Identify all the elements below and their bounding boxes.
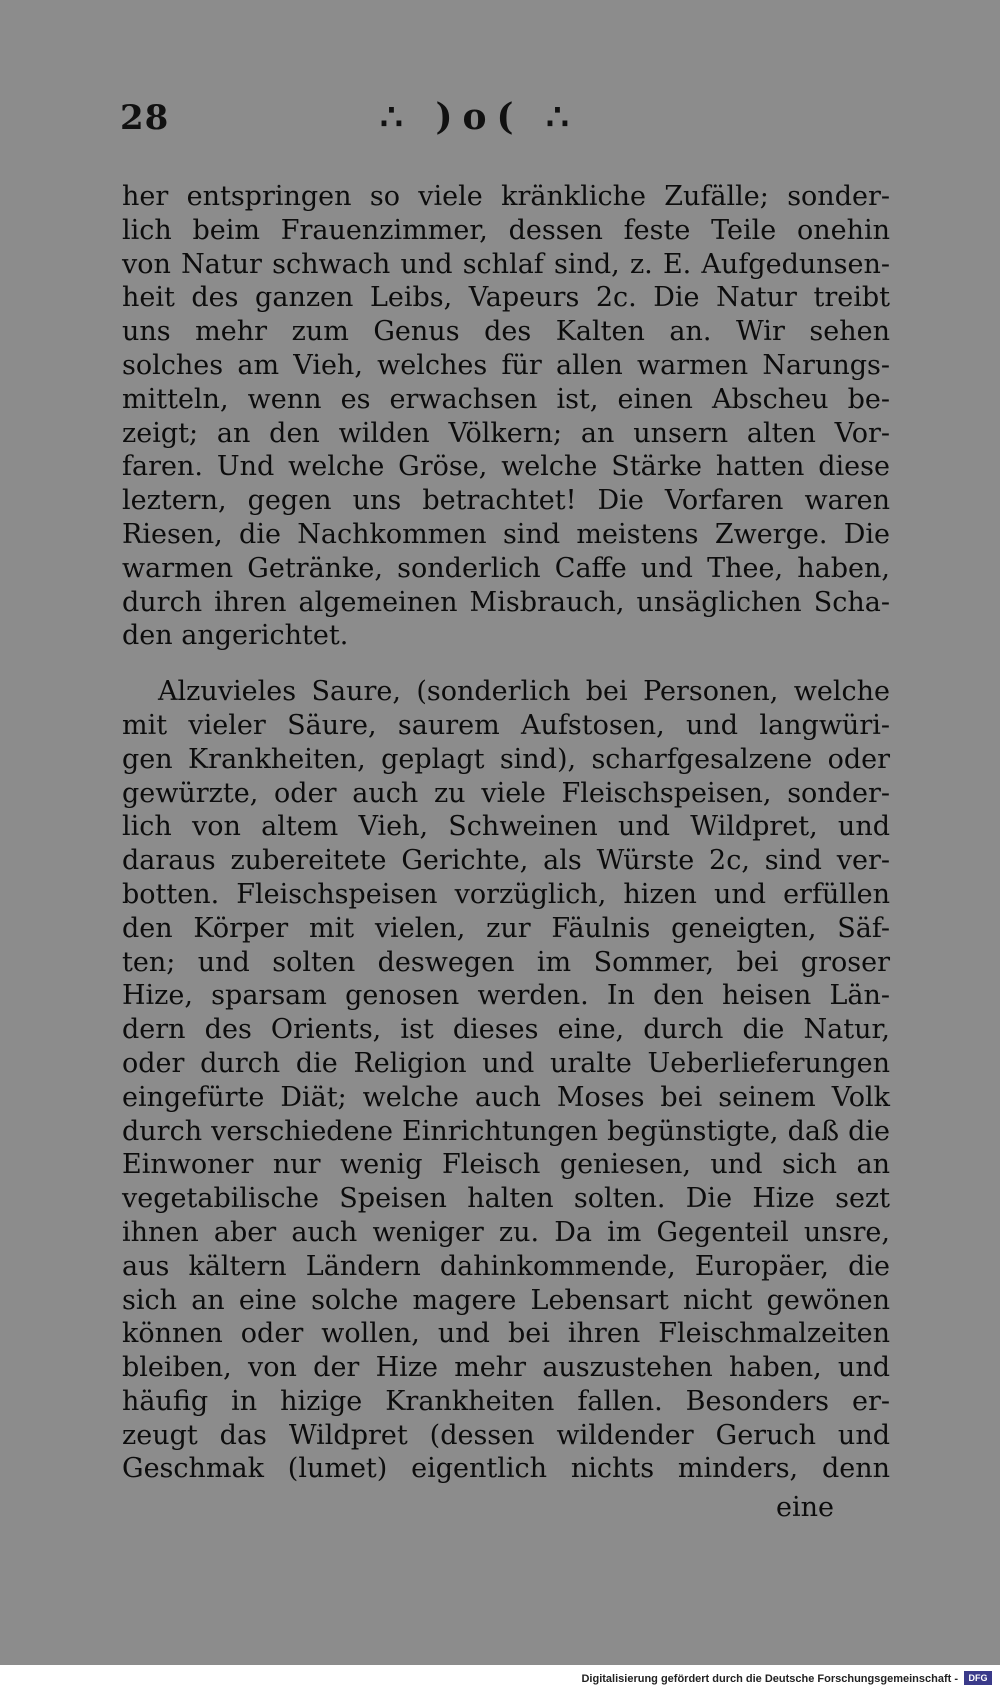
text-line: bleiben, von der Hize mehr auszustehen haben, und	[122, 1352, 890, 1384]
text-line: durch verschiedene Einrichtungen begünstigte, daß die	[122, 1115, 890, 1147]
text-line: dern des Orients, ist dieses eine, durch die Natur,	[122, 1014, 890, 1046]
paragraph-gap	[122, 653, 890, 675]
paragraph-2	[122, 675, 890, 1486]
text-line: den angerichtet.	[122, 620, 349, 652]
text-line: lich beim Frauenzimmer, dessen feste Teile onehin	[122, 214, 890, 246]
text-line: lich von altem Vieh, Schweinen und Wildpret, und	[122, 811, 890, 843]
text-line: uns mehr zum Genus des Kalten an. Wir sehen	[122, 316, 890, 348]
text-line: faren. Und welche Gröse, welche Stärke hatten diese	[122, 451, 890, 483]
text-line: botten. Fleischspeisen vorzüglich, hizen und erfüllen	[122, 878, 890, 910]
text-line: Hize, sparsam genosen werden. In den heisen Län-	[122, 980, 890, 1012]
text-line: Geschmak (lumet) eigentlich nichts minders, denn	[122, 1453, 890, 1485]
paragraph-1	[122, 180, 890, 653]
text-line: vegetabilische Speisen halten solten. Die Hize sezt	[122, 1183, 890, 1215]
text-line: ten; und solten deswegen im Sommer, bei groser	[122, 946, 890, 978]
text-line: solches am Vieh, welches für allen warmen Narungs-	[122, 349, 890, 381]
text-line: her entspringen so viele kränkliche Zufälle; sonder-	[122, 181, 890, 212]
header-ornament: ∴ )o( ∴	[380, 96, 579, 138]
catchword: eine	[776, 1492, 834, 1523]
text-line: daraus zubereitete Gerichte, als Würste 2c, sind ver-	[122, 845, 890, 877]
dfg-logo: DFG	[964, 1671, 992, 1685]
text-line: Alzuvieles Saure, (sonderlich bei Personen, welche	[158, 676, 890, 708]
text-line: von Natur schwach und schlaf sind, z. E. Aufgedunsen-	[122, 248, 890, 280]
text-line: häufig in hizige Krankheiten fallen. Besonders er-	[122, 1385, 890, 1417]
text-line: aus kältern Ländern dahinkommende, Europäer, die	[122, 1250, 890, 1282]
footer-credit: Digitalisierung gefördert durch die Deutsche Forschungsgemeinschaft -	[581, 1673, 958, 1685]
body-text	[122, 180, 890, 1486]
text-line: ihnen aber auch weniger zu. Da im Gegenteil unsre,	[122, 1216, 890, 1248]
text-line: gewürzte, oder auch zu viele Fleischspeisen, sonder-	[122, 777, 890, 809]
text-line: den Körper mit vielen, zur Fäulnis geneigten, Säf-	[122, 912, 890, 944]
text-line: Einwoner nur wenig Fleisch geniesen, und sich an	[122, 1149, 890, 1181]
text-line: durch ihren algemeinen Misbrauch, unsäglichen Scha-	[122, 586, 890, 618]
text-line: zeigt; an den wilden Völkern; an unsern alten Vor-	[122, 417, 890, 449]
text-line: leztern, gegen uns betrachtet! Die Vorfaren waren	[122, 485, 890, 517]
text-line: eingefürte Diät; welche auch Moses bei seinem Volk	[122, 1081, 890, 1113]
text-line: sich an eine solche magere Lebensart nicht gewönen	[122, 1284, 890, 1316]
text-line: heit des ganzen Leibs, Vapeurs 2c. Die Natur treibt	[122, 282, 890, 314]
text-line: Riesen, die Nachkommen sind meistens Zwerge. Die	[122, 518, 890, 550]
page-number: 28	[120, 98, 170, 138]
text-line: mitteln, wenn es erwachsen ist, einen Abscheu be-	[122, 383, 890, 415]
text-line: gen Krankheiten, geplagt sind), scharfgesalzene oder	[122, 743, 890, 775]
text-line: mit vieler Säure, saurem Aufstosen, und langwüri-	[122, 709, 890, 741]
text-line: zeugt das Wildpret (dessen wildender Geruch und	[122, 1419, 890, 1451]
text-line: oder durch die Religion und uralte Ueberlieferungen	[122, 1047, 890, 1079]
text-line: können oder wollen, und bei ihren Fleischmalzeiten	[122, 1318, 890, 1350]
text-line: warmen Getränke, sonderlich Caffe und Thee, haben,	[122, 552, 890, 584]
